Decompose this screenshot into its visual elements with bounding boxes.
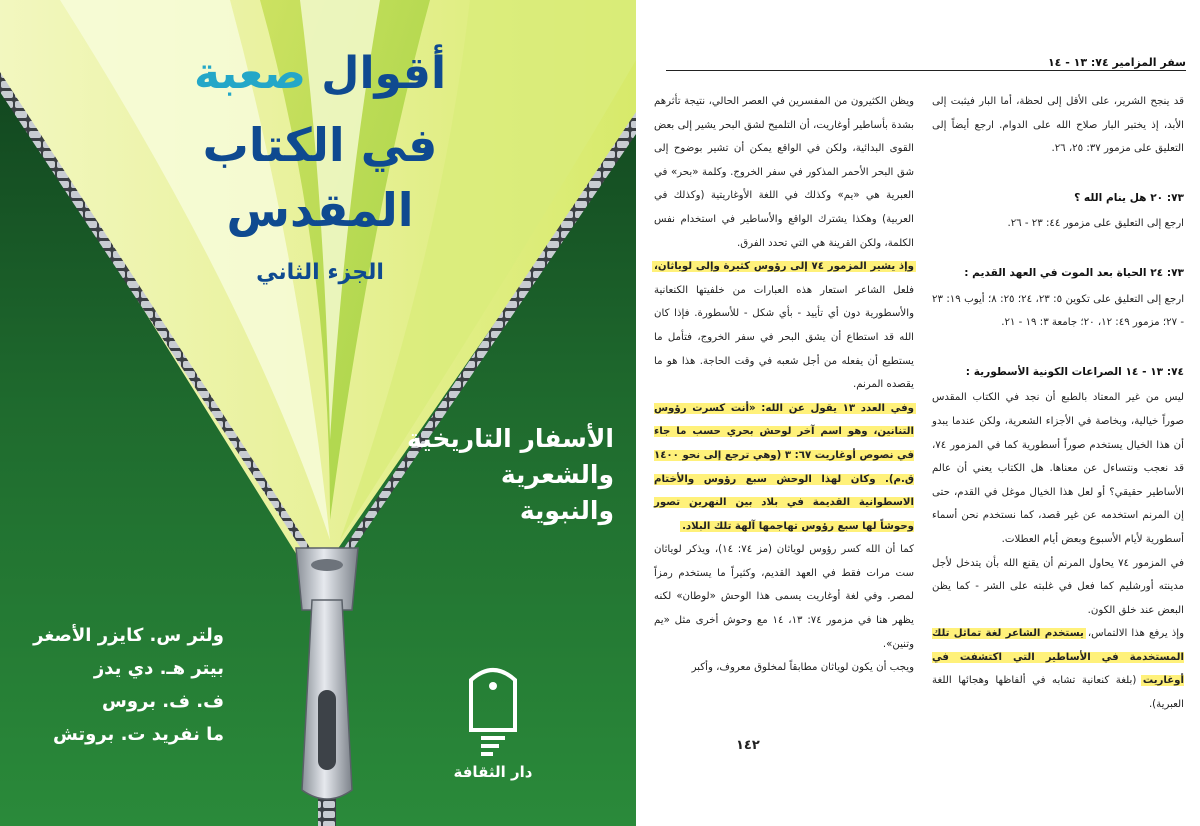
left-column xyxy=(654,90,914,680)
body-paragraph: وإذ يشير المزمور ٧٤ إلى رؤوس كثيرة وإلى لوياثان، فلعل الشاعر استعار هذه العبارات من خلفيتها الكنعانية والأسطورية دون أي تأييد - بأي شكل - للأسطورة. فإذا كان الله قد استطاع أن يشق البحر في سفر الخروج، فتأمل ما يستطيع أن يفعله من أجل شعبه في وقت الحاجة. هذا هو ما يقصده المرنم. xyxy=(654,261,914,391)
body-paragraph: كما أن الله كسر رؤوس لوياثان (مز ٧٤: ١٤)، ويذكر لوياثان ست مرات فقط في العهد القديم، وكثيراً ما يستخدم رمزاً لمصر. وفي لغة أوغاريت يسمى هذا الوحش «لوطان» لكنه يظهر هنا في مزمور ٧٤: ١٣، ١٤ مع وحوش أخرى مثل «يم وتنين». xyxy=(654,544,915,650)
highlighted-text: وإذ يشير المزمور ٧٤ إلى رؤوس كثيرة وإلى لوياثان، xyxy=(654,261,914,273)
body-paragraph: ويظن الكثيرون من المفسرين في العصر الحالي، نتيجة تأثرهم بشدة بأساطير أوغاريت، أن التلميح لشق البحر يشير إلى بعض القوى البدائية، ولكن في الواقع يمكن أن تشير بوضوح إلى شق البحر الأحمر المذكور في سفر الخروج. وكلمة «بحر» في العبرية هي «يم» وكذلك في اللغة الأوغاريتية (وكذلك في العربية) وهكذا يشترك الواقع والأساطير في استخدام نفس الكلمة، ولكن القرينة هي التي تحدد الفرق. xyxy=(654,96,914,249)
section-paragraph: في المزمور ٧٤ يحاول المرنم أن يقنع الله بأن يتدخل لأجل مدينته أورشليم كما فعل في غلبته على الشر - كما يظن البعض عند خلق الكون. xyxy=(932,557,1184,616)
cover-subtitle-line1: الأسفار التاريخية xyxy=(407,424,614,453)
cover-author: ما نفريد ت. بروتش xyxy=(52,724,224,745)
book-page xyxy=(636,0,1200,826)
cover-author: ف. ف. بروس xyxy=(101,691,224,712)
cover-title-line2: في الكتاب xyxy=(202,118,438,172)
section-body: ارجع إلى التعليق على تكوين ٥: ٢٣، ٢٤؛ ٢٥: ٨؛ أيوب ١٩: ٢٣ - ٢٧؛ مزمور ٤٩: ١٢، ٢٠؛ جامعة ٣: ١٩ - ٢١. xyxy=(932,293,1185,329)
right-column xyxy=(932,90,1184,717)
publisher-logo-icon xyxy=(463,660,523,760)
cover-title-line1: أقوال صعبة xyxy=(193,48,447,99)
section-heading: ٧٤: ١٣ - ١٤ الصراعات الكونية الأسطورية : xyxy=(965,365,1184,378)
cover-subtitle-line3: والنبوية xyxy=(519,496,614,525)
body-paragraph xyxy=(654,397,914,539)
section-heading: ٧٣: ٢٠ هل ينام الله ؟ xyxy=(1074,191,1184,204)
cover-publisher: دار الثقافة xyxy=(453,763,533,781)
cover-title-line3: المقدس xyxy=(226,183,414,237)
header-rule xyxy=(666,70,1186,71)
section-paragraph: ليس من غير المعتاد بالطبع أن نجد في الكتاب المقدس صوراً خيالية، وبخاصة في الأجزاء الشعرية، ولكن عندما يبدو أن هذا الخيال يستخدم صوراً أسطورية كما في المزمور ٧٤، قد نعجب ونتساءل عن معناها. هل الكتاب يعني أن عالم الأساطير حقيقي؟ أو لعل هذا الخيال موغل في القدم، حتى إن المرنم استخدمه عن غير قصد، كما نستخدم نحن أسماء أسطورية لأيام الأسبوع وبعض أيام العطلات. xyxy=(932,392,1184,545)
page-number: ١٤٢ xyxy=(736,738,760,753)
cover-subtitle-line2: والشعرية xyxy=(500,460,614,489)
cover-part-label: الجزء الثاني xyxy=(256,260,384,285)
section-paragraph: وإذ يرفع هذا الالتماس، يستخدم الشاعر لغة تماثل تلك المستخدمة في الأساطير التي اكتشفت في أوغاريت (بلغة كنعانية تشابه في ألفاظها وهجائها اللغة العبرية). xyxy=(932,628,1184,711)
section-heading: ٧٣: ٢٤ الحياة بعد الموت في العهد القديم : xyxy=(964,266,1184,279)
highlighted-text: يستخدم الشاعر لغة تماثل تلك المستخدمة في الأساطير التي اكتشفت في أوغاريت xyxy=(932,628,1184,687)
cover-author: بيتر هـ. دي يدز xyxy=(93,658,224,679)
highlighted-text: وفي العدد ١٣ يقول عن الله: «أنت كسرت رؤوس التنانين، وهو اسم آخر لوحش بحري حسب ما جاء في نصوص أوغاريت ٦٧: ٣ (وهي ترجع إلى نحو ١٤٠٠ ق.م). وكان لهذا الوحش سبع رؤوس والأختام الاسطوانية القديمة في بلاد بين النهرين تصور وحوشاً لها سبع رؤوس تهاجمها آلهة تلك البلاد. xyxy=(654,402,914,532)
section-body: ارجع إلى التعليق على مزمور ٤٤: ٢٣ - ٢٦. xyxy=(1007,218,1184,230)
running-head: سفر المزامير ٧٤: ١٣ - ١٤ xyxy=(1042,56,1186,69)
cover-title-accent: صعبة xyxy=(193,48,306,99)
cover-author: ولتر س. كايزر الأصغر xyxy=(33,625,224,646)
intro-paragraph: قد ينجح الشرير، على الأقل إلى لحظة، أما البار فيثبت إلى الأبد، إذ يختبر البار صلاح الله على الدوام. ارجع أيضاً إلى التعليق على مزمور ٣٧: ٢٥، ٢٦. xyxy=(932,96,1184,155)
body-paragraph: ويجب أن يكون لوياثان مطابقاً لمخلوق معروف، وأكبر xyxy=(691,662,914,674)
